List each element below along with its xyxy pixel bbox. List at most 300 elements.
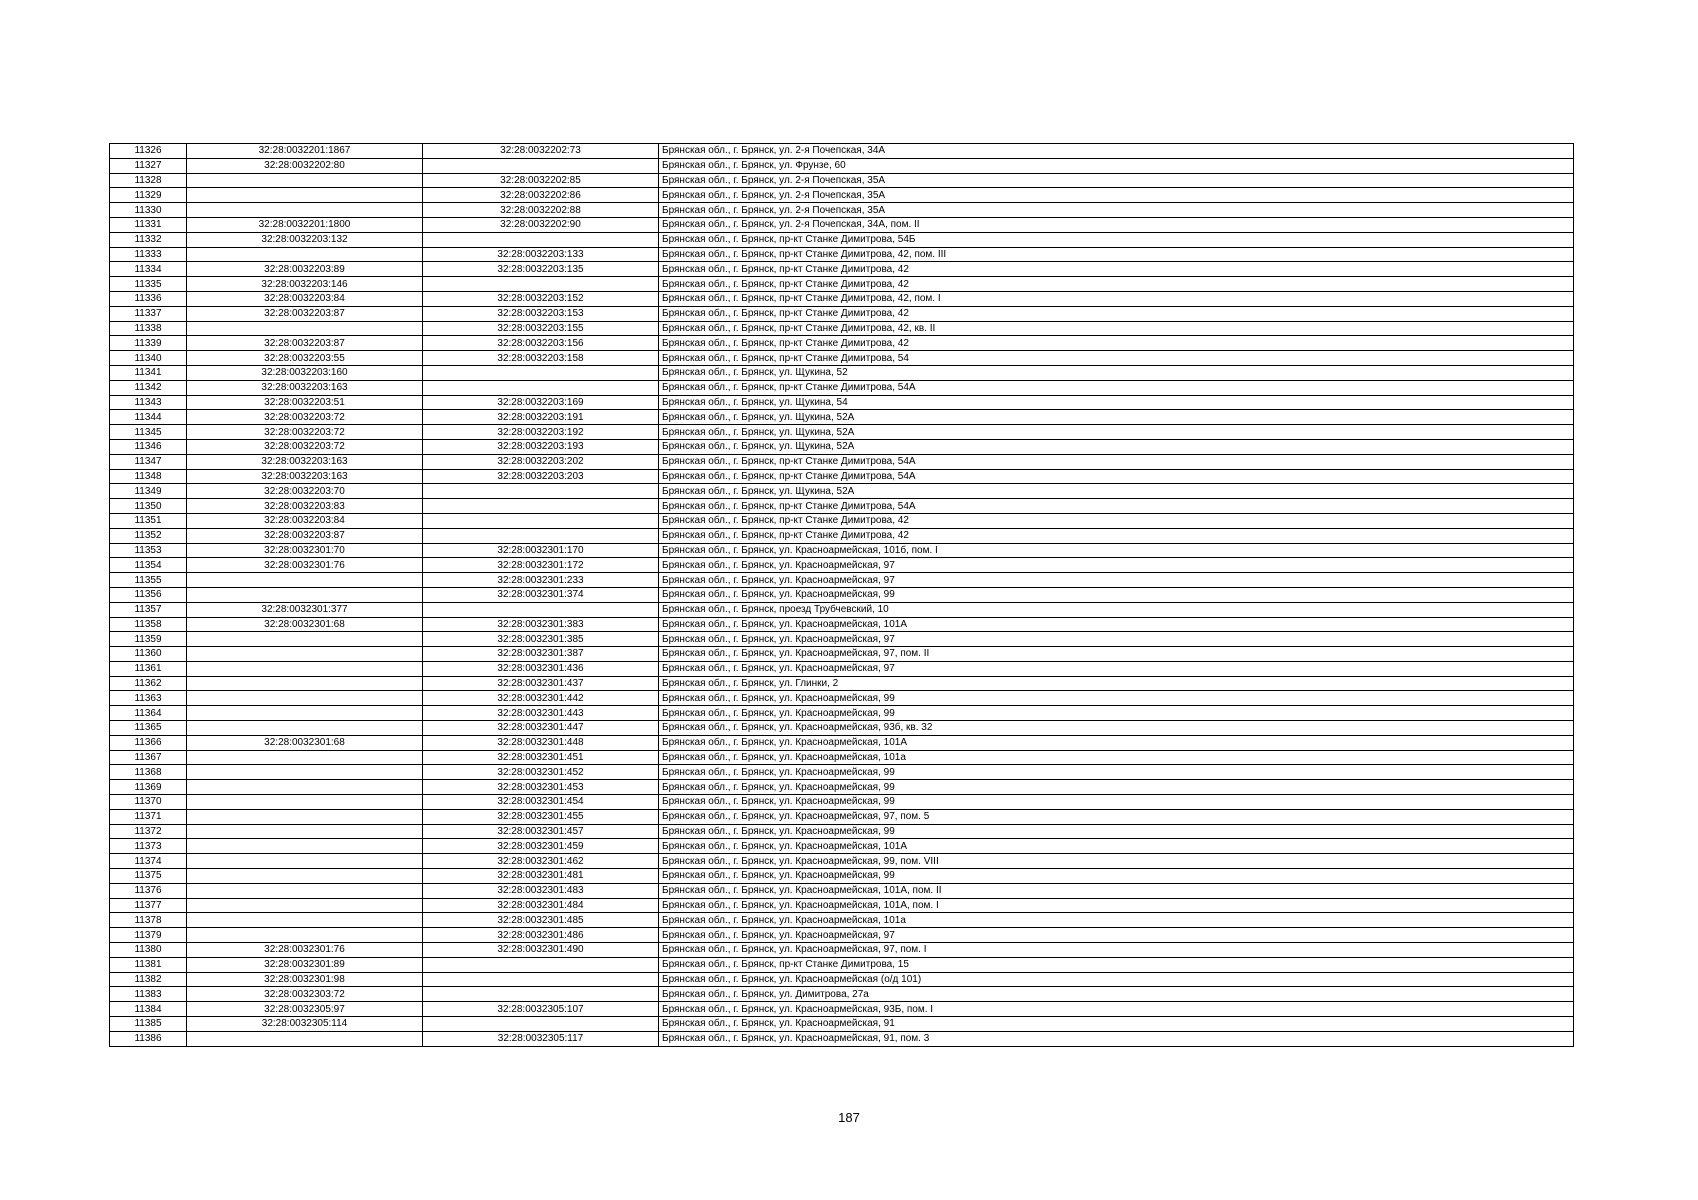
cadastral-number-cell <box>187 869 423 884</box>
cadastral-number-cell <box>187 780 423 795</box>
table-row <box>110 824 1574 839</box>
table-row <box>110 898 1574 913</box>
address-cell: Брянская обл., г. Брянск, ул. Красноармейская, 99 <box>659 869 1574 884</box>
cadastral-number-cell: 32:28:0032203:72 <box>187 425 423 440</box>
row-number-cell: 11381 <box>110 957 187 972</box>
related-cadastral-number-cell: 32:28:0032301:455 <box>423 809 659 824</box>
related-cadastral-number-cell: 32:28:0032203:156 <box>423 336 659 351</box>
cadastral-number-cell: 32:28:0032305:114 <box>187 1017 423 1032</box>
related-cadastral-number-cell <box>423 232 659 247</box>
cadastral-number-cell <box>187 913 423 928</box>
cadastral-number-cell: 32:28:0032203:160 <box>187 365 423 380</box>
cadastral-number-cell: 32:28:0032303:72 <box>187 987 423 1002</box>
row-number-cell: 11332 <box>110 232 187 247</box>
address-cell: Брянская обл., г. Брянск, пр-кт Станке Димитрова, 42 <box>659 277 1574 292</box>
table-row <box>110 410 1574 425</box>
table-row <box>110 232 1574 247</box>
table-row <box>110 558 1574 573</box>
table-row <box>110 943 1574 958</box>
cadastral-number-cell: 32:28:0032203:132 <box>187 232 423 247</box>
row-number-cell: 11349 <box>110 484 187 499</box>
address-cell: Брянская обл., г. Брянск, пр-кт Станке Димитрова, 15 <box>659 957 1574 972</box>
row-number-cell: 11326 <box>110 144 187 159</box>
related-cadastral-number-cell: 32:28:0032301:483 <box>423 883 659 898</box>
address-cell: Брянская обл., г. Брянск, проезд Трубчевский, 10 <box>659 602 1574 617</box>
related-cadastral-number-cell: 32:28:0032301:233 <box>423 573 659 588</box>
address-cell: Брянская обл., г. Брянск, пр-кт Станке Димитрова, 54А <box>659 469 1574 484</box>
row-number-cell: 11333 <box>110 247 187 262</box>
row-number-cell: 11367 <box>110 750 187 765</box>
address-cell: Брянская обл., г. Брянск, ул. Красноармейская, 97 <box>659 573 1574 588</box>
row-number-cell: 11343 <box>110 395 187 410</box>
row-number-cell: 11350 <box>110 499 187 514</box>
cadastral-number-cell: 32:28:0032201:1867 <box>187 144 423 159</box>
row-number-cell: 11364 <box>110 706 187 721</box>
table-row <box>110 676 1574 691</box>
address-cell: Брянская обл., г. Брянск, ул. Щукина, 54 <box>659 395 1574 410</box>
related-cadastral-number-cell: 32:28:0032301:484 <box>423 898 659 913</box>
table-row <box>110 987 1574 1002</box>
address-cell: Брянская обл., г. Брянск, ул. Красноармейская, 91, пом. 3 <box>659 1031 1574 1046</box>
related-cadastral-number-cell <box>423 380 659 395</box>
cadastral-number-cell: 32:28:0032305:97 <box>187 1002 423 1017</box>
table-row <box>110 913 1574 928</box>
table-row <box>110 735 1574 750</box>
related-cadastral-number-cell: 32:28:0032202:90 <box>423 217 659 232</box>
address-cell: Брянская обл., г. Брянск, пр-кт Станке Димитрова, 42 <box>659 528 1574 543</box>
table-row <box>110 647 1574 662</box>
cadastral-number-cell <box>187 632 423 647</box>
address-cell: Брянская обл., г. Брянск, пр-кт Станке Димитрова, 42, кв. II <box>659 321 1574 336</box>
address-cell: Брянская обл., г. Брянск, ул. Красноармейская, 99 <box>659 780 1574 795</box>
row-number-cell: 11359 <box>110 632 187 647</box>
table-row <box>110 173 1574 188</box>
cadastral-number-cell <box>187 1031 423 1046</box>
cadastral-number-cell <box>187 706 423 721</box>
row-number-cell: 11385 <box>110 1017 187 1032</box>
cadastral-number-cell: 32:28:0032203:83 <box>187 499 423 514</box>
related-cadastral-number-cell: 32:28:0032305:117 <box>423 1031 659 1046</box>
row-number-cell: 11383 <box>110 987 187 1002</box>
table-row <box>110 336 1574 351</box>
address-cell: Брянская обл., г. Брянск, пр-кт Станке Димитрова, 42 <box>659 262 1574 277</box>
row-number-cell: 11373 <box>110 839 187 854</box>
address-cell: Брянская обл., г. Брянск, ул. Красноармейская, 97 <box>659 632 1574 647</box>
related-cadastral-number-cell: 32:28:0032301:462 <box>423 854 659 869</box>
related-cadastral-number-cell: 32:28:0032301:453 <box>423 780 659 795</box>
address-cell: Брянская обл., г. Брянск, ул. Красноармейская, 101А <box>659 839 1574 854</box>
row-number-cell: 11346 <box>110 439 187 454</box>
table-row <box>110 380 1574 395</box>
related-cadastral-number-cell: 32:28:0032301:448 <box>423 735 659 750</box>
table-row <box>110 691 1574 706</box>
row-number-cell: 11342 <box>110 380 187 395</box>
row-number-cell: 11355 <box>110 573 187 588</box>
table-row <box>110 750 1574 765</box>
row-number-cell: 11360 <box>110 647 187 662</box>
cadastral-number-cell: 32:28:0032203:87 <box>187 336 423 351</box>
row-number-cell: 11386 <box>110 1031 187 1046</box>
address-cell: Брянская обл., г. Брянск, ул. Щукина, 52А <box>659 425 1574 440</box>
cadastral-number-cell <box>187 824 423 839</box>
table-row <box>110 854 1574 869</box>
address-cell: Брянская обл., г. Брянск, ул. Красноармейская, 93Б, пом. I <box>659 1002 1574 1017</box>
related-cadastral-number-cell: 32:28:0032203:192 <box>423 425 659 440</box>
related-cadastral-number-cell <box>423 987 659 1002</box>
related-cadastral-number-cell: 32:28:0032203:203 <box>423 469 659 484</box>
address-cell: Брянская обл., г. Брянск, ул. 2-я Почепская, 34А, пом. II <box>659 217 1574 232</box>
address-cell: Брянская обл., г. Брянск, ул. Красноармейская, 99, пом. VIII <box>659 854 1574 869</box>
cadastral-number-cell: 32:28:0032201:1800 <box>187 217 423 232</box>
related-cadastral-number-cell <box>423 277 659 292</box>
cadastral-number-cell <box>187 691 423 706</box>
address-cell: Брянская обл., г. Брянск, ул. Красноармейская, 97 <box>659 661 1574 676</box>
address-cell: Брянская обл., г. Брянск, пр-кт Станке Димитрова, 42 <box>659 513 1574 528</box>
cadastral-number-cell <box>187 854 423 869</box>
related-cadastral-number-cell <box>423 1017 659 1032</box>
address-cell: Брянская обл., г. Брянск, пр-кт Станке Димитрова, 54А <box>659 499 1574 514</box>
row-number-cell: 11348 <box>110 469 187 484</box>
table-row <box>110 247 1574 262</box>
related-cadastral-number-cell: 32:28:0032301:172 <box>423 558 659 573</box>
cadastral-number-cell: 32:28:0032203:70 <box>187 484 423 499</box>
table-row <box>110 203 1574 218</box>
row-number-cell: 11384 <box>110 1002 187 1017</box>
related-cadastral-number-cell <box>423 602 659 617</box>
related-cadastral-number-cell: 32:28:0032301:387 <box>423 647 659 662</box>
row-number-cell: 11335 <box>110 277 187 292</box>
address-cell: Брянская обл., г. Брянск, ул. 2-я Почепская, 34А <box>659 144 1574 159</box>
table-row <box>110 809 1574 824</box>
address-cell: Брянская обл., г. Брянск, пр-кт Станке Димитрова, 42 <box>659 336 1574 351</box>
address-cell: Брянская обл., г. Брянск, пр-кт Станке Димитрова, 54А <box>659 380 1574 395</box>
cadastral-number-cell <box>187 750 423 765</box>
address-cell: Брянская обл., г. Брянск, ул. Красноармейская, 101А, пом. II <box>659 883 1574 898</box>
table-row <box>110 321 1574 336</box>
related-cadastral-number-cell: 32:28:0032301:443 <box>423 706 659 721</box>
cadastral-number-cell: 32:28:0032203:72 <box>187 410 423 425</box>
cadastral-number-cell <box>187 898 423 913</box>
related-cadastral-number-cell: 32:28:0032301:485 <box>423 913 659 928</box>
table-row <box>110 543 1574 558</box>
table-row <box>110 602 1574 617</box>
table-row <box>110 928 1574 943</box>
row-number-cell: 11372 <box>110 824 187 839</box>
related-cadastral-number-cell: 32:28:0032203:191 <box>423 410 659 425</box>
row-number-cell: 11375 <box>110 869 187 884</box>
address-cell: Брянская обл., г. Брянск, ул. Красноармейская, 101А, пом. I <box>659 898 1574 913</box>
related-cadastral-number-cell: 32:28:0032301:457 <box>423 824 659 839</box>
row-number-cell: 11376 <box>110 883 187 898</box>
related-cadastral-number-cell: 32:28:0032301:447 <box>423 721 659 736</box>
cadastral-number-cell <box>187 661 423 676</box>
related-cadastral-number-cell: 32:28:0032203:169 <box>423 395 659 410</box>
table-row <box>110 1002 1574 1017</box>
cadastral-number-cell <box>187 587 423 602</box>
address-cell: Брянская обл., г. Брянск, ул. Красноармейская, 97 <box>659 928 1574 943</box>
cadastral-number-cell: 32:28:0032203:87 <box>187 306 423 321</box>
related-cadastral-number-cell <box>423 484 659 499</box>
row-number-cell: 11366 <box>110 735 187 750</box>
table-row <box>110 439 1574 454</box>
table-row <box>110 839 1574 854</box>
table-row <box>110 454 1574 469</box>
cadastral-number-cell: 32:28:0032301:70 <box>187 543 423 558</box>
related-cadastral-number-cell: 32:28:0032203:152 <box>423 291 659 306</box>
address-cell: Брянская обл., г. Брянск, пр-кт Станке Димитрова, 42, пом. I <box>659 291 1574 306</box>
cadastral-number-cell: 32:28:0032203:163 <box>187 469 423 484</box>
related-cadastral-number-cell: 32:28:0032203:193 <box>423 439 659 454</box>
cadastral-number-cell <box>187 795 423 810</box>
related-cadastral-number-cell: 32:28:0032203:135 <box>423 262 659 277</box>
address-cell: Брянская обл., г. Брянск, ул. Красноармейская (о/д 101) <box>659 972 1574 987</box>
related-cadastral-number-cell: 32:28:0032203:133 <box>423 247 659 262</box>
address-cell: Брянская обл., г. Брянск, пр-кт Станке Димитрова, 54А <box>659 454 1574 469</box>
cadastral-number-cell <box>187 647 423 662</box>
cadastral-number-cell: 32:28:0032203:87 <box>187 528 423 543</box>
row-number-cell: 11380 <box>110 943 187 958</box>
row-number-cell: 11379 <box>110 928 187 943</box>
table-row <box>110 780 1574 795</box>
table-row <box>110 587 1574 602</box>
table-row <box>110 395 1574 410</box>
row-number-cell: 11382 <box>110 972 187 987</box>
table-row <box>110 144 1574 159</box>
address-cell: Брянская обл., г. Брянск, ул. Красноармейская, 101б, пом. I <box>659 543 1574 558</box>
table-row <box>110 957 1574 972</box>
address-cell: Брянская обл., г. Брянск, ул. 2-я Почепская, 35А <box>659 188 1574 203</box>
row-number-cell: 11328 <box>110 173 187 188</box>
row-number-cell: 11344 <box>110 410 187 425</box>
table-row <box>110 573 1574 588</box>
cadastral-number-cell: 32:28:0032202:80 <box>187 158 423 173</box>
row-number-cell: 11356 <box>110 587 187 602</box>
cadastral-number-cell <box>187 247 423 262</box>
related-cadastral-number-cell: 32:28:0032203:153 <box>423 306 659 321</box>
address-cell: Брянская обл., г. Брянск, ул. Щукина, 52А <box>659 484 1574 499</box>
cadastral-number-cell <box>187 203 423 218</box>
row-number-cell: 11362 <box>110 676 187 691</box>
cadastral-number-cell <box>187 809 423 824</box>
table-row <box>110 484 1574 499</box>
row-number-cell: 11337 <box>110 306 187 321</box>
address-cell: Брянская обл., г. Брянск, ул. Димитрова, 27а <box>659 987 1574 1002</box>
cadastral-number-cell <box>187 573 423 588</box>
row-number-cell: 11336 <box>110 291 187 306</box>
table-row <box>110 528 1574 543</box>
cadastral-number-cell: 32:28:0032301:76 <box>187 943 423 958</box>
page-number: 187 <box>838 1110 860 1125</box>
cadastral-number-cell: 32:28:0032203:55 <box>187 351 423 366</box>
row-number-cell: 11353 <box>110 543 187 558</box>
related-cadastral-number-cell: 32:28:0032301:481 <box>423 869 659 884</box>
cadastral-number-cell: 32:28:0032203:146 <box>187 277 423 292</box>
address-cell: Брянская обл., г. Брянск, ул. Красноармейская, 99 <box>659 824 1574 839</box>
row-number-cell: 11351 <box>110 513 187 528</box>
cadastral-number-cell: 32:28:0032301:89 <box>187 957 423 972</box>
related-cadastral-number-cell: 32:28:0032301:437 <box>423 676 659 691</box>
row-number-cell: 11370 <box>110 795 187 810</box>
address-cell: Брянская обл., г. Брянск, ул. Красноармейская, 99 <box>659 795 1574 810</box>
table-row <box>110 425 1574 440</box>
cadastral-number-cell <box>187 173 423 188</box>
cadastral-number-cell: 32:28:0032203:72 <box>187 439 423 454</box>
address-cell: Брянская обл., г. Брянск, пр-кт Станке Димитрова, 42 <box>659 306 1574 321</box>
row-number-cell: 11334 <box>110 262 187 277</box>
table-row <box>110 217 1574 232</box>
related-cadastral-number-cell: 32:28:0032203:158 <box>423 351 659 366</box>
related-cadastral-number-cell: 32:28:0032301:170 <box>423 543 659 558</box>
related-cadastral-number-cell: 32:28:0032301:383 <box>423 617 659 632</box>
row-number-cell: 11338 <box>110 321 187 336</box>
address-cell: Брянская обл., г. Брянск, пр-кт Станке Димитрова, 54Б <box>659 232 1574 247</box>
address-cell: Брянская обл., г. Брянск, ул. Красноармейская, 97 <box>659 558 1574 573</box>
table-row <box>110 617 1574 632</box>
address-cell: Брянская обл., г. Брянск, ул. Красноармейская, 99 <box>659 691 1574 706</box>
table-row <box>110 706 1574 721</box>
cadastral-number-cell <box>187 883 423 898</box>
row-number-cell: 11365 <box>110 721 187 736</box>
table-row <box>110 365 1574 380</box>
related-cadastral-number-cell: 32:28:0032301:451 <box>423 750 659 765</box>
cadastral-number-cell: 32:28:0032203:89 <box>187 262 423 277</box>
table-row <box>110 158 1574 173</box>
related-cadastral-number-cell: 32:28:0032203:155 <box>423 321 659 336</box>
related-cadastral-number-cell <box>423 513 659 528</box>
table-row <box>110 469 1574 484</box>
address-cell: Брянская обл., г. Брянск, ул. Красноармейская, 101А <box>659 617 1574 632</box>
table-row <box>110 972 1574 987</box>
related-cadastral-number-cell: 32:28:0032301:452 <box>423 765 659 780</box>
related-cadastral-number-cell: 32:28:0032203:202 <box>423 454 659 469</box>
cadastral-table-body <box>110 144 1574 1047</box>
table-row <box>110 291 1574 306</box>
related-cadastral-number-cell: 32:28:0032301:490 <box>423 943 659 958</box>
row-number-cell: 11358 <box>110 617 187 632</box>
address-cell: Брянская обл., г. Брянск, ул. Глинки, 2 <box>659 676 1574 691</box>
address-cell: Брянская обл., г. Брянск, ул. Щукина, 52А <box>659 410 1574 425</box>
cadastral-number-cell: 32:28:0032203:51 <box>187 395 423 410</box>
cadastral-number-cell: 32:28:0032301:76 <box>187 558 423 573</box>
row-number-cell: 11368 <box>110 765 187 780</box>
address-cell: Брянская обл., г. Брянск, ул. Красноармейская, 99 <box>659 706 1574 721</box>
cadastral-number-cell: 32:28:0032301:98 <box>187 972 423 987</box>
table-row <box>110 795 1574 810</box>
cadastral-number-cell: 32:28:0032203:163 <box>187 454 423 469</box>
address-cell: Брянская обл., г. Брянск, ул. 2-я Почепская, 35А <box>659 173 1574 188</box>
related-cadastral-number-cell: 32:28:0032301:454 <box>423 795 659 810</box>
related-cadastral-number-cell <box>423 158 659 173</box>
table-row <box>110 513 1574 528</box>
table-row <box>110 869 1574 884</box>
related-cadastral-number-cell <box>423 972 659 987</box>
cadastral-number-cell <box>187 839 423 854</box>
related-cadastral-number-cell: 32:28:0032301:459 <box>423 839 659 854</box>
related-cadastral-number-cell: 32:28:0032202:86 <box>423 188 659 203</box>
table-row <box>110 632 1574 647</box>
cadastral-number-cell <box>187 188 423 203</box>
related-cadastral-number-cell: 32:28:0032202:73 <box>423 144 659 159</box>
related-cadastral-number-cell <box>423 365 659 380</box>
row-number-cell: 11345 <box>110 425 187 440</box>
row-number-cell: 11377 <box>110 898 187 913</box>
address-cell: Брянская обл., г. Брянск, ул. Щукина, 52А <box>659 439 1574 454</box>
related-cadastral-number-cell: 32:28:0032202:88 <box>423 203 659 218</box>
row-number-cell: 11369 <box>110 780 187 795</box>
row-number-cell: 11340 <box>110 351 187 366</box>
row-number-cell: 11374 <box>110 854 187 869</box>
row-number-cell: 11329 <box>110 188 187 203</box>
related-cadastral-number-cell <box>423 528 659 543</box>
row-number-cell: 11354 <box>110 558 187 573</box>
row-number-cell: 11371 <box>110 809 187 824</box>
address-cell: Брянская обл., г. Брянск, ул. Красноармейская, 99 <box>659 587 1574 602</box>
row-number-cell: 11331 <box>110 217 187 232</box>
row-number-cell: 11363 <box>110 691 187 706</box>
table-row <box>110 1031 1574 1046</box>
table-row <box>110 661 1574 676</box>
related-cadastral-number-cell: 32:28:0032301:385 <box>423 632 659 647</box>
address-cell: Брянская обл., г. Брянск, ул. Красноармейская, 101А <box>659 735 1574 750</box>
address-cell: Брянская обл., г. Брянск, пр-кт Станке Димитрова, 54 <box>659 351 1574 366</box>
address-cell: Брянская обл., г. Брянск, ул. Красноармейская, 97, пом. II <box>659 647 1574 662</box>
address-cell: Брянская обл., г. Брянск, ул. Фрунзе, 60 <box>659 158 1574 173</box>
row-number-cell: 11352 <box>110 528 187 543</box>
address-cell: Брянская обл., г. Брянск, ул. Красноармейская, 97, пом. 5 <box>659 809 1574 824</box>
table-row <box>110 499 1574 514</box>
row-number-cell: 11341 <box>110 365 187 380</box>
table-row <box>110 306 1574 321</box>
row-number-cell: 11327 <box>110 158 187 173</box>
address-cell: Брянская обл., г. Брянск, ул. Красноармейская, 93б, кв. 32 <box>659 721 1574 736</box>
cadastral-table <box>109 143 1574 1047</box>
row-number-cell: 11378 <box>110 913 187 928</box>
cadastral-number-cell: 32:28:0032203:84 <box>187 513 423 528</box>
table-row <box>110 765 1574 780</box>
address-cell: Брянская обл., г. Брянск, ул. Щукина, 52 <box>659 365 1574 380</box>
address-cell: Брянская обл., г. Брянск, ул. Красноармейская, 101а <box>659 913 1574 928</box>
cadastral-number-cell <box>187 676 423 691</box>
cadastral-number-cell: 32:28:0032301:68 <box>187 617 423 632</box>
related-cadastral-number-cell: 32:28:0032301:486 <box>423 928 659 943</box>
row-number-cell: 11330 <box>110 203 187 218</box>
cadastral-number-cell: 32:28:0032301:68 <box>187 735 423 750</box>
related-cadastral-number-cell: 32:28:0032305:107 <box>423 1002 659 1017</box>
row-number-cell: 11357 <box>110 602 187 617</box>
address-cell: Брянская обл., г. Брянск, ул. Красноармейская, 99 <box>659 765 1574 780</box>
related-cadastral-number-cell <box>423 499 659 514</box>
related-cadastral-number-cell <box>423 957 659 972</box>
row-number-cell: 11361 <box>110 661 187 676</box>
cadastral-number-cell: 32:28:0032203:84 <box>187 291 423 306</box>
related-cadastral-number-cell: 32:28:0032301:374 <box>423 587 659 602</box>
table-row <box>110 277 1574 292</box>
table-row <box>110 188 1574 203</box>
cadastral-number-cell <box>187 765 423 780</box>
cadastral-number-cell <box>187 928 423 943</box>
related-cadastral-number-cell: 32:28:0032202:85 <box>423 173 659 188</box>
cadastral-number-cell: 32:28:0032301:377 <box>187 602 423 617</box>
related-cadastral-number-cell: 32:28:0032301:442 <box>423 691 659 706</box>
table-row <box>110 262 1574 277</box>
address-cell: Брянская обл., г. Брянск, ул. Красноармейская, 97, пом. I <box>659 943 1574 958</box>
address-cell: Брянская обл., г. Брянск, ул. Красноармейская, 91 <box>659 1017 1574 1032</box>
address-cell: Брянская обл., г. Брянск, ул. 2-я Почепская, 35А <box>659 203 1574 218</box>
address-cell: Брянская обл., г. Брянск, ул. Красноармейская, 101а <box>659 750 1574 765</box>
table-row <box>110 1017 1574 1032</box>
table-row <box>110 883 1574 898</box>
row-number-cell: 11347 <box>110 454 187 469</box>
